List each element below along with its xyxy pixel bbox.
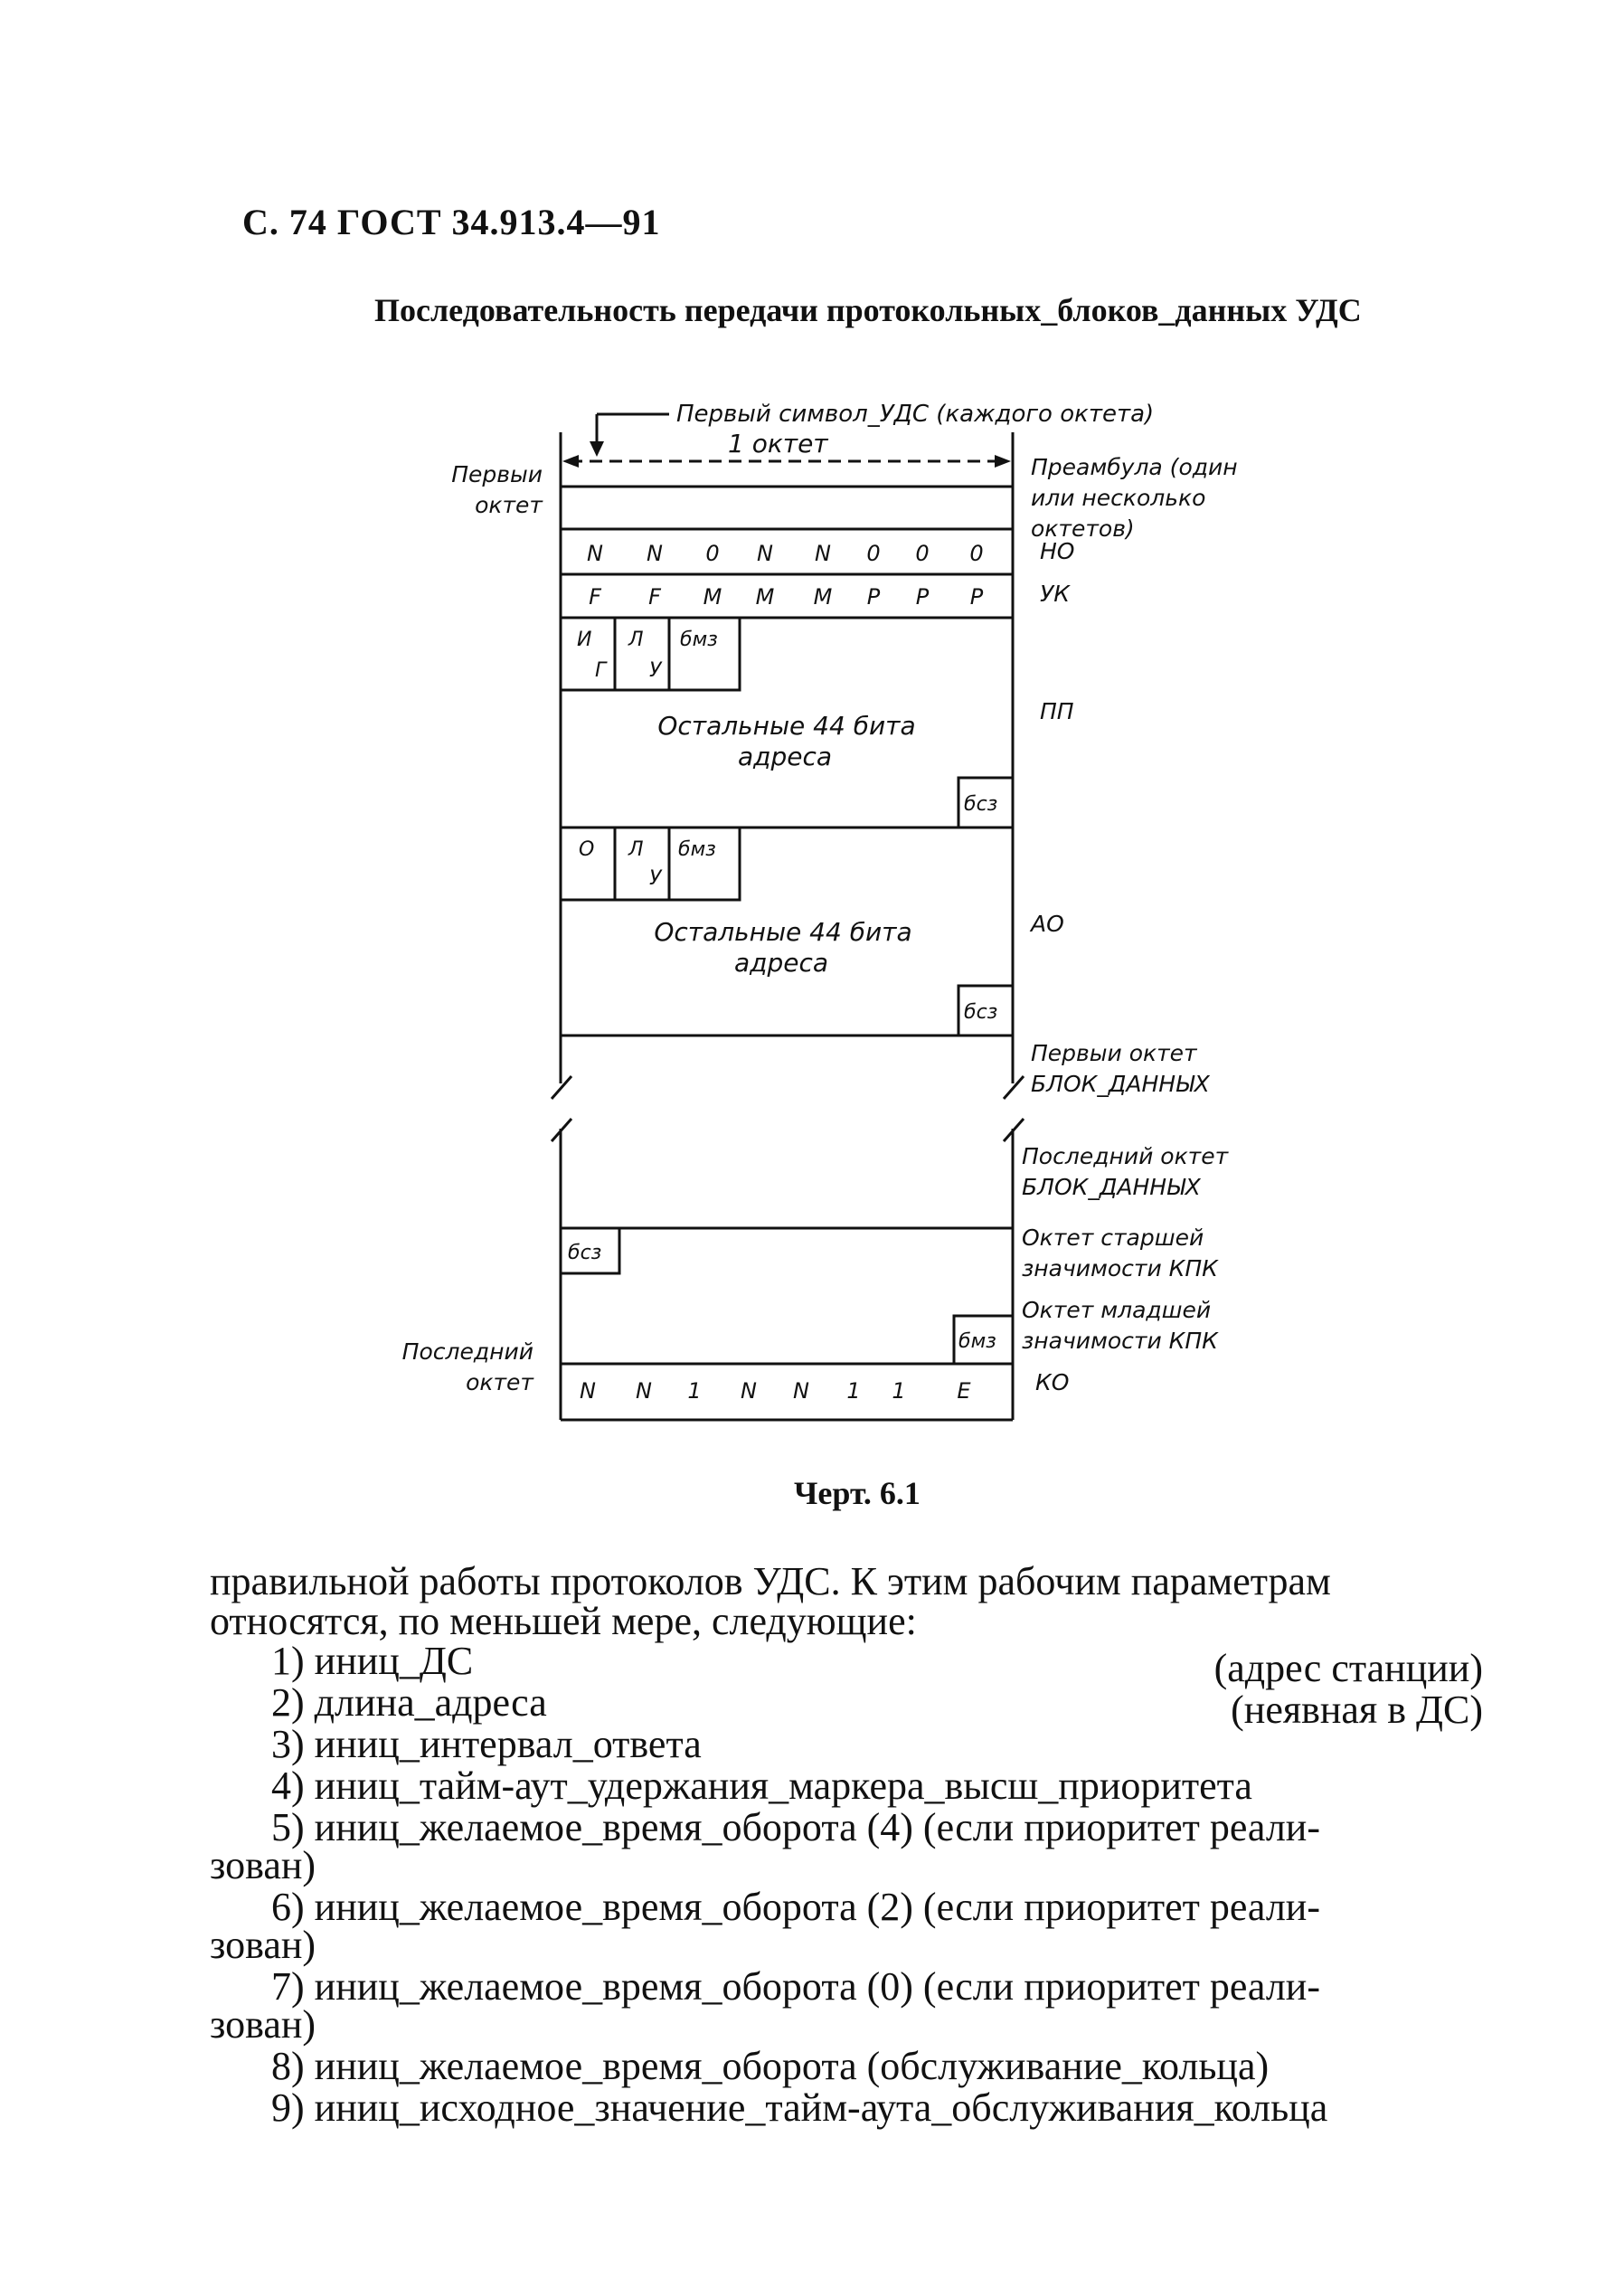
list-item-number: 2) [271, 1680, 305, 1725]
bit-cell: 1 [892, 1378, 906, 1404]
list-item-text: иниц_желаемое_время_оборота (0) (если приоритет реали- [314, 1964, 1320, 2009]
bit-cell: F [589, 584, 601, 610]
bit-cell: M [703, 584, 722, 610]
bsz-bit: бсз [964, 793, 998, 816]
list-item [271, 2087, 1327, 2129]
bsz-bit: бсз [568, 1242, 602, 1264]
bit-cell: N [647, 541, 663, 566]
list-item [271, 1887, 1320, 1928]
ig-bit: И [577, 629, 592, 651]
bit-cell: E [957, 1378, 971, 1404]
octet-width-label: 1 октет [728, 429, 828, 459]
list-item-continuation: зован) [210, 1843, 316, 1887]
list-item-text: длина_адреса [314, 1680, 547, 1725]
remaining-bits-text: Остальные 44 бита [657, 711, 916, 741]
list-item-text: иниц_желаемое_время_оборота (4) (если приоритет реали- [314, 1805, 1320, 1849]
bit-cell: M [813, 584, 833, 610]
ed-label: КО [1035, 1369, 1070, 1395]
bit-cell: F [648, 584, 661, 610]
list-item-text: иниц_желаемое_время_оборота (2) (если приоритет реали- [314, 1885, 1320, 1929]
bit-cell: 1 [846, 1378, 861, 1404]
fc-label: УК [1040, 581, 1070, 607]
list-item-text: иниц_интервал_ответа [314, 1722, 702, 1766]
bit-cell: M [755, 584, 775, 610]
lu-bit: У [649, 867, 662, 890]
list-item [271, 1765, 1252, 1807]
list-item-note: (адрес станции) [1213, 1646, 1483, 1690]
list-item-number: 1) [271, 1639, 305, 1683]
bit-cell: N [815, 541, 831, 566]
last-octet-label: Последний октет [401, 1338, 533, 1395]
list-item-text: иниц_исходное_значение_тайм-аута_обслуживания_кольца [314, 2085, 1328, 2130]
remaining-bits-text: Остальные 44 бита [654, 917, 912, 947]
list-item [271, 1807, 1320, 1849]
fcs-low-label: Октет младшей значимости КПК [1022, 1297, 1218, 1354]
data-last-label: Последний октет БЛОК_ДАННЫХ [1022, 1143, 1229, 1200]
list-item [271, 1724, 702, 1765]
sd-bits [587, 541, 984, 566]
list-item-number: 9) [271, 2085, 305, 2130]
list-item-continuation: зован) [210, 1923, 316, 1967]
list-item-text: иниц_тайм-аут_удержания_маркера_высш_приоритета [314, 1764, 1252, 1808]
bmz-bit: бмз [680, 629, 718, 651]
first-symbol-label: Первый символ_УДС (каждого октета) [676, 401, 1155, 428]
figure-title: Последовательность передачи протокольных_блоков_данных УДС [374, 292, 1362, 328]
bmz-bit: бмз [958, 1330, 996, 1353]
bmz-bit: бмз [678, 838, 716, 861]
ig-bit: Г [595, 659, 607, 682]
bit-cell: P [969, 584, 984, 610]
bsz-bit: бсз [964, 1001, 998, 1024]
da-label: ПП [1040, 698, 1074, 724]
list-item [271, 1682, 547, 1724]
list-item-number: 8) [271, 2044, 305, 2088]
list-item [271, 2046, 1269, 2087]
list-item [271, 1966, 1320, 2008]
preamble-label: Преамбула (один или несколько октетов) [1031, 454, 1238, 542]
first-octet-label: Первыи октет [451, 461, 543, 518]
list-item [271, 1641, 473, 1682]
ed-bits [580, 1378, 971, 1404]
bit-cell: N [587, 541, 603, 566]
bit-cell: 0 [969, 541, 984, 566]
list-item-number: 6) [271, 1885, 305, 1929]
list-item-text: иниц_ДС [314, 1639, 474, 1683]
remaining-bits-text: адреса [733, 948, 829, 978]
lu-bit: Л [628, 629, 644, 651]
page-header: С. 74 ГОСТ 34.913.4—91 [242, 202, 661, 242]
paragraph-line: правильной работы протоколов УДС. К этим рабочим параметрам [210, 1559, 1331, 1603]
bit-cell: 0 [915, 541, 930, 566]
sd-label: НО [1040, 538, 1075, 564]
list-item-number: 4) [271, 1764, 305, 1808]
bit-cell: P [866, 584, 881, 610]
bit-cell: P [915, 584, 930, 610]
bit-cell: N [793, 1378, 809, 1404]
bit-cell: N [580, 1378, 596, 1404]
bit-cell: 0 [705, 541, 720, 566]
list-item-number: 7) [271, 1964, 305, 2009]
bit-cell: 0 [866, 541, 881, 566]
list-item-number: 5) [271, 1805, 305, 1849]
list-item-continuation: зован) [210, 2002, 316, 2047]
list-item-note: (неявная в ДС) [1231, 1688, 1483, 1732]
data-first-label: Первыи октет БЛОК_ДАННЫХ [1031, 1040, 1210, 1097]
lu-bit: У [649, 659, 662, 682]
sa-label: АО [1031, 911, 1064, 937]
lu-bit: Л [628, 838, 644, 861]
bit-cell: 1 [687, 1378, 702, 1404]
bit-cell: N [636, 1378, 652, 1404]
figure-caption: Черт. 6.1 [794, 1475, 921, 1511]
ig-bit: О [579, 838, 595, 861]
bit-cell: N [741, 1378, 757, 1404]
list-item-number: 3) [271, 1722, 305, 1766]
bit-cell: N [757, 541, 773, 566]
list-item-text: иниц_желаемое_время_оборота (обслуживание_кольца) [314, 2044, 1270, 2088]
fc-bits [589, 584, 984, 610]
remaining-bits-text: адреса [737, 742, 833, 771]
fcs-high-label: Октет старшей значимости КПК [1022, 1225, 1218, 1281]
paragraph-line: относятся, по меньшей мере, следующие: [210, 1599, 917, 1643]
